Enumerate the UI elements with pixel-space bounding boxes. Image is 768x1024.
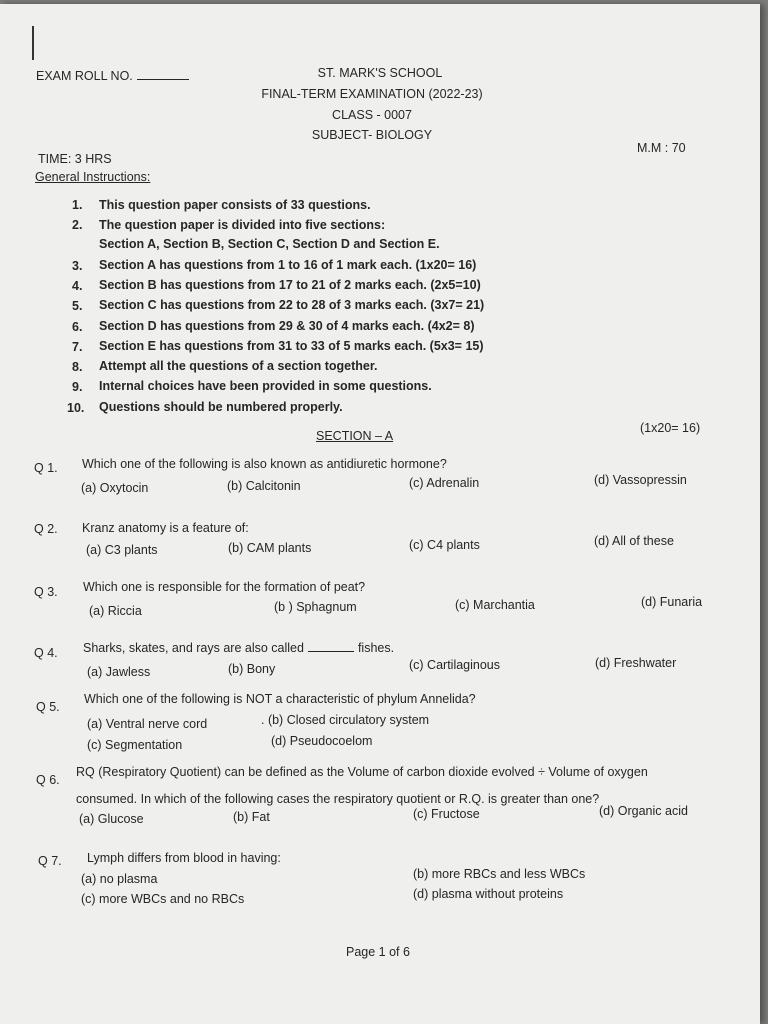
option: (d) Organic acid [599,804,688,818]
option: (c) Segmentation [87,738,183,752]
question-text: Lymph differs from blood in having: [87,851,281,865]
question-number: Q 2. [34,522,58,536]
question-text: RQ (Respiratory Quotient) can be defined as the Volume of carbon dioxide evolved ÷ Volume of oxygen [76,765,648,779]
instruction-num: 7. [72,340,83,354]
option: (a) Jawless [87,665,151,679]
option: (d) All of these [594,534,674,548]
instruction-text: The question paper is divided into five sections: [99,218,386,232]
school-name: ST. MARK'S SCHOOL [317,66,443,80]
instruction-text: Questions should be numbered properly. [99,400,343,414]
question-number: Q 6. [36,773,60,787]
question-number: Q 1. [34,461,58,475]
option: (c) Adrenalin [409,476,480,490]
option: (d) Freshwater [595,656,677,670]
question-text-start: Sharks, skates, and rays are also called [83,641,304,655]
question-number: Q 5. [36,700,60,714]
instruction-text: Section B has questions from 17 to 21 of 2 marks each. (2x5=10) [99,278,481,292]
option: (a) Ventral nerve cord [87,717,208,731]
instruction-num: 2. [72,218,83,232]
instruction-num: 10. [67,401,85,415]
instruction-num: 1. [72,198,83,212]
question-number: Q 3. [34,585,58,599]
page-number: Page 1 of 6 [346,945,410,959]
exam-title: FINAL-TERM EXAMINATION (2022-23) [261,87,483,101]
option: (c) Fructose [413,807,480,821]
fill-in-blank [308,651,354,652]
option: . (b) Closed circulatory system [261,713,430,727]
instruction-num: 9. [72,380,83,394]
instruction-num: 8. [72,360,83,374]
question-text-end: fishes. [357,641,395,655]
instruction-num: 3. [72,259,83,273]
class-label: CLASS - 0007 [332,108,412,122]
option: (a) no plasma [81,872,158,886]
question-text-continued: consumed. In which of the following cases the respiratory quotient or R.Q. is greater than one? [76,792,600,806]
option: (d) plasma without proteins [413,887,564,901]
instruction-text: Section A, Section B, Section C, Section D and Section E. [99,237,440,251]
option: (b ) Sphagnum [274,600,357,614]
question-text: Which one of the following is also known as antidiuretic hormone? [82,457,447,471]
instruction-num: 5. [72,299,83,313]
option: (c) Marchantia [455,598,535,612]
option: (a) Glucose [79,812,144,826]
question-number: Q 4. [34,646,58,660]
question-number: Q 7. [38,854,62,868]
option: (b) more RBCs and less WBCs [413,867,586,881]
instruction-text: This question paper consists of 33 questions. [99,198,371,212]
option: (c) Cartilaginous [409,658,501,672]
subject-label: SUBJECT- BIOLOGY [311,128,433,142]
instruction-text: Section A has questions from 1 to 16 of 1 mark each. (1x20= 16) [99,258,477,272]
pen-mark [32,26,34,60]
option: (b) Bony [228,662,276,676]
instruction-text: Section D has questions from 29 & 30 of 4 marks each. (4x2= 8) [99,319,475,333]
option: (b) CAM plants [228,541,312,555]
question-text: Kranz anatomy is a feature of: [82,521,249,535]
instruction-num: 4. [72,279,83,293]
instruction-num: 6. [72,320,83,334]
question-text: Which one is responsible for the formation of peat? [83,580,366,594]
exam-roll-no [36,70,189,83]
question-text [83,642,394,655]
instruction-text: Internal choices have been provided in some questions. [99,379,432,393]
roll-blank [137,79,189,80]
option: (d) Funaria [641,595,703,609]
option: (c) more WBCs and no RBCs [81,892,245,906]
option: (a) Oxytocin [81,481,149,495]
section-marks: (1x20= 16) [640,421,701,435]
instructions-heading: General Instructions: [35,170,151,184]
section-title: SECTION – A [316,429,394,443]
option: (a) Riccia [89,604,142,618]
max-marks: M.M : 70 [637,141,686,155]
instruction-text: Section C has questions from 22 to 28 of 3 marks each. (3x7= 21) [99,298,485,312]
option: (d) Pseudocoelom [271,734,373,748]
instruction-text: Attempt all the questions of a section together. [99,359,378,373]
option: (a) C3 plants [86,543,158,557]
instruction-text: Section E has questions from 31 to 33 of 5 marks each. (5x3= 15) [99,339,484,353]
option: (b) Fat [233,810,270,824]
exam-paper [0,4,760,1024]
question-text: Which one of the following is NOT a characteristic of phylum Annelida? [84,692,476,706]
option: (c) C4 plants [409,538,480,552]
option: (d) Vassopressin [594,473,687,487]
time-label: TIME: 3 HRS [38,152,112,166]
roll-label: EXAM ROLL NO. [36,69,133,83]
option: (b) Calcitonin [227,479,301,493]
